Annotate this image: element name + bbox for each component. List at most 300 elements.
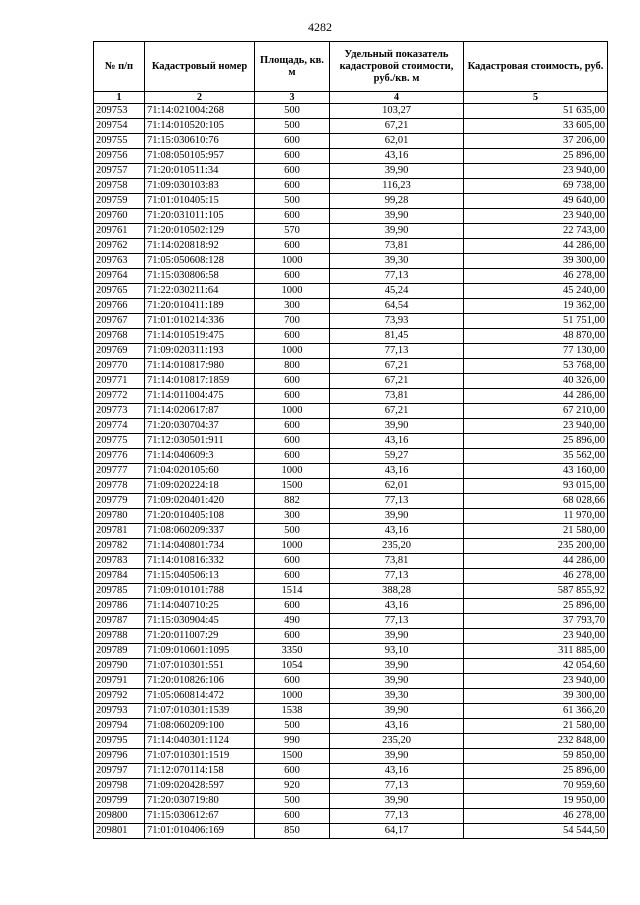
cadastral-number-cell: 71:20:010511:34 [145, 164, 255, 179]
cadastral-value-cell: 37 206,00 [464, 134, 608, 149]
area-cell: 1000 [255, 344, 330, 359]
area-cell: 600 [255, 269, 330, 284]
cadastral-number-cell: 71:20:030704:37 [145, 419, 255, 434]
cadastral-number-cell: 71:20:010405:108 [145, 509, 255, 524]
cadastral-value-cell: 23 940,00 [464, 419, 608, 434]
area-cell: 600 [255, 149, 330, 164]
area-cell: 490 [255, 614, 330, 629]
cadastral-value-cell: 22 743,00 [464, 224, 608, 239]
row-number-cell: 209778 [94, 479, 145, 494]
row-number-cell: 209788 [94, 629, 145, 644]
table-row [94, 239, 608, 254]
area-cell: 1000 [255, 284, 330, 299]
row-number-cell: 209765 [94, 284, 145, 299]
area-cell: 700 [255, 314, 330, 329]
row-number-cell: 209798 [94, 779, 145, 794]
cadastral-value-cell: 42 054,60 [464, 659, 608, 674]
cadastral-number-cell: 71:14:040710:25 [145, 599, 255, 614]
cadastral-value-cell: 44 286,00 [464, 554, 608, 569]
area-cell: 1054 [255, 659, 330, 674]
specific-value-cell: 39,90 [330, 704, 464, 719]
specific-value-cell: 77,13 [330, 269, 464, 284]
specific-value-cell: 77,13 [330, 569, 464, 584]
table-row [94, 224, 608, 239]
table-row [94, 359, 608, 374]
specific-value-cell: 67,21 [330, 404, 464, 419]
area-cell: 1538 [255, 704, 330, 719]
table-row [94, 374, 608, 389]
table-row [94, 539, 608, 554]
row-number-cell: 209787 [94, 614, 145, 629]
row-number-cell: 209786 [94, 599, 145, 614]
cadastral-value-cell: 23 940,00 [464, 164, 608, 179]
table-row [94, 794, 608, 809]
table-row [94, 149, 608, 164]
specific-value-cell: 45,24 [330, 284, 464, 299]
cadastral-number-cell: 71:07:010301:551 [145, 659, 255, 674]
cadastral-number-cell: 71:15:030610:76 [145, 134, 255, 149]
header-cadastral-number: Кадастровый номер [145, 42, 255, 92]
row-number-cell: 209774 [94, 419, 145, 434]
cadastral-value-cell: 235 200,00 [464, 539, 608, 554]
column-number: 3 [255, 92, 330, 104]
row-number-cell: 209783 [94, 554, 145, 569]
table-row [94, 749, 608, 764]
cadastral-value-cell: 39 300,00 [464, 689, 608, 704]
row-number-cell: 209782 [94, 539, 145, 554]
column-number: 2 [145, 92, 255, 104]
table-row [94, 599, 608, 614]
row-number-cell: 209758 [94, 179, 145, 194]
column-number: 1 [94, 92, 145, 104]
cadastral-number-cell: 71:01:010214:336 [145, 314, 255, 329]
cadastral-number-cell: 71:05:060814:472 [145, 689, 255, 704]
specific-value-cell: 43,16 [330, 599, 464, 614]
area-cell: 600 [255, 209, 330, 224]
area-cell: 1000 [255, 539, 330, 554]
row-number-cell: 209757 [94, 164, 145, 179]
cadastral-value-cell: 67 210,00 [464, 404, 608, 419]
cadastral-value-cell: 53 768,00 [464, 359, 608, 374]
cadastral-number-cell: 71:20:010502:129 [145, 224, 255, 239]
cadastral-value-cell: 311 885,00 [464, 644, 608, 659]
column-number: 5 [464, 92, 608, 104]
row-number-cell: 209771 [94, 374, 145, 389]
area-cell: 920 [255, 779, 330, 794]
area-cell: 600 [255, 419, 330, 434]
area-cell: 990 [255, 734, 330, 749]
cadastral-value-cell: 19 362,00 [464, 299, 608, 314]
specific-value-cell: 116,23 [330, 179, 464, 194]
specific-value-cell: 67,21 [330, 359, 464, 374]
cadastral-number-cell: 71:14:010519:475 [145, 329, 255, 344]
area-cell: 300 [255, 509, 330, 524]
specific-value-cell: 73,81 [330, 389, 464, 404]
table-row [94, 494, 608, 509]
specific-value-cell: 77,13 [330, 809, 464, 824]
cadastral-number-cell: 71:08:060209:337 [145, 524, 255, 539]
area-cell: 600 [255, 809, 330, 824]
area-cell: 600 [255, 389, 330, 404]
row-number-cell: 209785 [94, 584, 145, 599]
row-number-cell: 209790 [94, 659, 145, 674]
table-row [94, 524, 608, 539]
specific-value-cell: 39,90 [330, 419, 464, 434]
table-row [94, 164, 608, 179]
area-cell: 600 [255, 674, 330, 689]
cadastral-number-cell: 71:07:010301:1539 [145, 704, 255, 719]
table-header-row [94, 42, 608, 92]
table-row [94, 629, 608, 644]
area-cell: 600 [255, 164, 330, 179]
table-row [94, 389, 608, 404]
cadastral-value-cell: 25 896,00 [464, 599, 608, 614]
table-row [94, 299, 608, 314]
cadastral-number-cell: 71:20:030719:80 [145, 794, 255, 809]
cadastral-value-cell: 25 896,00 [464, 764, 608, 779]
area-cell: 500 [255, 719, 330, 734]
cadastral-number-cell: 71:20:010411:189 [145, 299, 255, 314]
specific-value-cell: 39,90 [330, 164, 464, 179]
table-row [94, 554, 608, 569]
specific-value-cell: 62,01 [330, 134, 464, 149]
row-number-cell: 209797 [94, 764, 145, 779]
table-row [94, 464, 608, 479]
specific-value-cell: 39,90 [330, 794, 464, 809]
cadastral-value-cell: 45 240,00 [464, 284, 608, 299]
specific-value-cell: 39,90 [330, 224, 464, 239]
cadastral-number-cell: 71:12:070114:158 [145, 764, 255, 779]
cadastral-number-cell: 71:14:010817:1859 [145, 374, 255, 389]
header-row-number: № п/п [94, 42, 145, 92]
specific-value-cell: 43,16 [330, 764, 464, 779]
area-cell: 800 [255, 359, 330, 374]
cadastral-value-cell: 93 015,00 [464, 479, 608, 494]
table-row [94, 659, 608, 674]
cadastral-number-cell: 71:15:030806:58 [145, 269, 255, 284]
cadastral-number-cell: 71:12:030501:911 [145, 434, 255, 449]
row-number-cell: 209755 [94, 134, 145, 149]
cadastral-number-cell: 71:08:060209:100 [145, 719, 255, 734]
cadastral-number-cell: 71:14:020617:87 [145, 404, 255, 419]
cadastral-value-cell: 23 940,00 [464, 629, 608, 644]
table-row [94, 644, 608, 659]
cadastral-value-table [93, 41, 608, 839]
table-row [94, 314, 608, 329]
cadastral-value-cell: 59 850,00 [464, 749, 608, 764]
row-number-cell: 209793 [94, 704, 145, 719]
specific-value-cell: 62,01 [330, 479, 464, 494]
row-number-cell: 209776 [94, 449, 145, 464]
area-cell: 600 [255, 329, 330, 344]
cadastral-number-cell: 71:01:010405:15 [145, 194, 255, 209]
area-cell: 1500 [255, 749, 330, 764]
column-number: 4 [330, 92, 464, 104]
row-number-cell: 209777 [94, 464, 145, 479]
table-row [94, 734, 608, 749]
cadastral-number-cell: 71:14:011004:475 [145, 389, 255, 404]
row-number-cell: 209770 [94, 359, 145, 374]
cadastral-value-cell: 44 286,00 [464, 389, 608, 404]
cadastral-value-cell: 70 959,60 [464, 779, 608, 794]
cadastral-number-cell: 71:15:030612:67 [145, 809, 255, 824]
table-row [94, 104, 608, 119]
specific-value-cell: 64,17 [330, 824, 464, 839]
cadastral-value-cell: 49 640,00 [464, 194, 608, 209]
row-number-cell: 209801 [94, 824, 145, 839]
row-number-cell: 209780 [94, 509, 145, 524]
area-cell: 1000 [255, 404, 330, 419]
table-row [94, 569, 608, 584]
cadastral-value-cell: 19 950,00 [464, 794, 608, 809]
cadastral-number-cell: 71:20:031011:105 [145, 209, 255, 224]
area-cell: 500 [255, 524, 330, 539]
table-row [94, 344, 608, 359]
specific-value-cell: 59,27 [330, 449, 464, 464]
cadastral-value-cell: 51 635,00 [464, 104, 608, 119]
cadastral-value-cell: 33 605,00 [464, 119, 608, 134]
area-cell: 850 [255, 824, 330, 839]
specific-value-cell: 64,54 [330, 299, 464, 314]
area-cell: 500 [255, 119, 330, 134]
specific-value-cell: 43,16 [330, 464, 464, 479]
table-row [94, 419, 608, 434]
cadastral-number-cell: 71:14:040301:1124 [145, 734, 255, 749]
table-row [94, 824, 608, 839]
table-row [94, 614, 608, 629]
area-cell: 600 [255, 629, 330, 644]
header-specific-value: Удельный показатель кадастровой стоимости, руб./кв. м [330, 42, 464, 92]
table-row [94, 179, 608, 194]
specific-value-cell: 67,21 [330, 119, 464, 134]
table-row [94, 434, 608, 449]
table-row [94, 329, 608, 344]
area-cell: 500 [255, 104, 330, 119]
row-number-cell: 209764 [94, 269, 145, 284]
table-row [94, 479, 608, 494]
specific-value-cell: 39,30 [330, 254, 464, 269]
row-number-cell: 209773 [94, 404, 145, 419]
table-row [94, 119, 608, 134]
cadastral-value-cell: 46 278,00 [464, 569, 608, 584]
specific-value-cell: 43,16 [330, 149, 464, 164]
cadastral-value-cell: 40 326,00 [464, 374, 608, 389]
cadastral-value-cell: 46 278,00 [464, 809, 608, 824]
area-cell: 600 [255, 554, 330, 569]
cadastral-value-cell: 25 896,00 [464, 434, 608, 449]
row-number-cell: 209762 [94, 239, 145, 254]
row-number-cell: 209761 [94, 224, 145, 239]
area-cell: 300 [255, 299, 330, 314]
cadastral-number-cell: 71:20:010826:106 [145, 674, 255, 689]
cadastral-number-cell: 71:09:010601:1095 [145, 644, 255, 659]
cadastral-value-cell: 44 286,00 [464, 239, 608, 254]
cadastral-value-cell: 21 580,00 [464, 719, 608, 734]
area-cell: 600 [255, 764, 330, 779]
cadastral-value-cell: 25 896,00 [464, 149, 608, 164]
table-row [94, 704, 608, 719]
cadastral-number-cell: 71:09:020428:597 [145, 779, 255, 794]
row-number-cell: 209759 [94, 194, 145, 209]
row-number-cell: 209779 [94, 494, 145, 509]
row-number-cell: 209796 [94, 749, 145, 764]
table-row [94, 404, 608, 419]
row-number-cell: 209760 [94, 209, 145, 224]
area-cell: 600 [255, 134, 330, 149]
area-cell: 1500 [255, 479, 330, 494]
area-cell: 1000 [255, 254, 330, 269]
row-number-cell: 209767 [94, 314, 145, 329]
area-cell: 600 [255, 179, 330, 194]
cadastral-value-cell: 68 028,66 [464, 494, 608, 509]
area-cell: 3350 [255, 644, 330, 659]
table-row [94, 509, 608, 524]
cadastral-value-cell: 587 855,92 [464, 584, 608, 599]
area-cell: 1000 [255, 464, 330, 479]
cadastral-number-cell: 71:08:050105:957 [145, 149, 255, 164]
table-row [94, 809, 608, 824]
area-cell: 500 [255, 794, 330, 809]
specific-value-cell: 73,93 [330, 314, 464, 329]
cadastral-number-cell: 71:15:030904:45 [145, 614, 255, 629]
cadastral-number-cell: 71:15:040506:13 [145, 569, 255, 584]
table-row [94, 674, 608, 689]
specific-value-cell: 77,13 [330, 344, 464, 359]
specific-value-cell: 73,81 [330, 239, 464, 254]
cadastral-value-cell: 23 940,00 [464, 209, 608, 224]
cadastral-number-cell: 71:09:010101:788 [145, 584, 255, 599]
cadastral-number-cell: 71:09:020311:193 [145, 344, 255, 359]
cadastral-value-cell: 61 366,20 [464, 704, 608, 719]
specific-value-cell: 235,20 [330, 539, 464, 554]
cadastral-value-cell: 232 848,00 [464, 734, 608, 749]
specific-value-cell: 77,13 [330, 614, 464, 629]
specific-value-cell: 99,28 [330, 194, 464, 209]
table-body [94, 104, 608, 839]
cadastral-number-cell: 71:14:040609:3 [145, 449, 255, 464]
row-number-cell: 209768 [94, 329, 145, 344]
cadastral-value-cell: 35 562,00 [464, 449, 608, 464]
row-number-cell: 209763 [94, 254, 145, 269]
specific-value-cell: 73,81 [330, 554, 464, 569]
cadastral-value-cell: 51 751,00 [464, 314, 608, 329]
cadastral-value-cell: 54 544,50 [464, 824, 608, 839]
row-number-cell: 209781 [94, 524, 145, 539]
cadastral-number-cell: 71:20:011007:29 [145, 629, 255, 644]
cadastral-number-cell: 71:05:050608:128 [145, 254, 255, 269]
cadastral-number-cell: 71:22:030211:64 [145, 284, 255, 299]
cadastral-value-cell: 39 300,00 [464, 254, 608, 269]
table-row [94, 449, 608, 464]
area-cell: 500 [255, 194, 330, 209]
specific-value-cell: 39,90 [330, 659, 464, 674]
area-cell: 600 [255, 239, 330, 254]
column-number-row [94, 92, 608, 104]
cadastral-value-cell: 69 738,00 [464, 179, 608, 194]
row-number-cell: 209789 [94, 644, 145, 659]
cadastral-number-cell: 71:09:020224:18 [145, 479, 255, 494]
row-number-cell: 209795 [94, 734, 145, 749]
table-row [94, 689, 608, 704]
cadastral-value-cell: 46 278,00 [464, 269, 608, 284]
specific-value-cell: 39,90 [330, 674, 464, 689]
specific-value-cell: 235,20 [330, 734, 464, 749]
cadastral-number-cell: 71:14:010520:105 [145, 119, 255, 134]
specific-value-cell: 39,90 [330, 509, 464, 524]
header-area: Площадь, кв. м [255, 42, 330, 92]
table-row [94, 284, 608, 299]
table-row [94, 764, 608, 779]
cadastral-number-cell: 71:01:010406:169 [145, 824, 255, 839]
cadastral-number-cell: 71:07:010301:1519 [145, 749, 255, 764]
cadastral-value-cell: 43 160,00 [464, 464, 608, 479]
specific-value-cell: 103,27 [330, 104, 464, 119]
table-row [94, 584, 608, 599]
page-number: 4282 [308, 20, 332, 34]
specific-value-cell: 39,90 [330, 749, 464, 764]
row-number-cell: 209800 [94, 809, 145, 824]
specific-value-cell: 43,16 [330, 719, 464, 734]
cadastral-number-cell: 71:14:010817:980 [145, 359, 255, 374]
specific-value-cell: 67,21 [330, 374, 464, 389]
cadastral-value-cell: 37 793,70 [464, 614, 608, 629]
specific-value-cell: 39,30 [330, 689, 464, 704]
cadastral-number-cell: 71:14:021004:268 [145, 104, 255, 119]
row-number-cell: 209756 [94, 149, 145, 164]
row-number-cell: 209754 [94, 119, 145, 134]
area-cell: 882 [255, 494, 330, 509]
row-number-cell: 209753 [94, 104, 145, 119]
row-number-cell: 209794 [94, 719, 145, 734]
specific-value-cell: 388,28 [330, 584, 464, 599]
specific-value-cell: 93,10 [330, 644, 464, 659]
area-cell: 600 [255, 374, 330, 389]
row-number-cell: 209791 [94, 674, 145, 689]
specific-value-cell: 43,16 [330, 524, 464, 539]
cadastral-number-cell: 71:14:010816:332 [145, 554, 255, 569]
row-number-cell: 209769 [94, 344, 145, 359]
specific-value-cell: 43,16 [330, 434, 464, 449]
cadastral-number-cell: 71:14:040801:734 [145, 539, 255, 554]
cadastral-value-cell: 23 940,00 [464, 674, 608, 689]
table-row [94, 779, 608, 794]
cadastral-value-cell: 48 870,00 [464, 329, 608, 344]
area-cell: 1514 [255, 584, 330, 599]
cadastral-number-cell: 71:14:020818:92 [145, 239, 255, 254]
header-cadastral-value: Кадастровая стоимость, руб. [464, 42, 608, 92]
row-number-cell: 209799 [94, 794, 145, 809]
area-cell: 600 [255, 449, 330, 464]
row-number-cell: 209792 [94, 689, 145, 704]
area-cell: 600 [255, 599, 330, 614]
table-row [94, 269, 608, 284]
cadastral-number-cell: 71:09:030103:83 [145, 179, 255, 194]
specific-value-cell: 77,13 [330, 494, 464, 509]
table-row [94, 194, 608, 209]
area-cell: 570 [255, 224, 330, 239]
specific-value-cell: 81,45 [330, 329, 464, 344]
area-cell: 1000 [255, 689, 330, 704]
specific-value-cell: 39,90 [330, 629, 464, 644]
cadastral-number-cell: 71:09:020401:420 [145, 494, 255, 509]
specific-value-cell: 39,90 [330, 209, 464, 224]
table-row [94, 209, 608, 224]
row-number-cell: 209784 [94, 569, 145, 584]
table-row [94, 719, 608, 734]
area-cell: 600 [255, 569, 330, 584]
table-row [94, 134, 608, 149]
row-number-cell: 209775 [94, 434, 145, 449]
